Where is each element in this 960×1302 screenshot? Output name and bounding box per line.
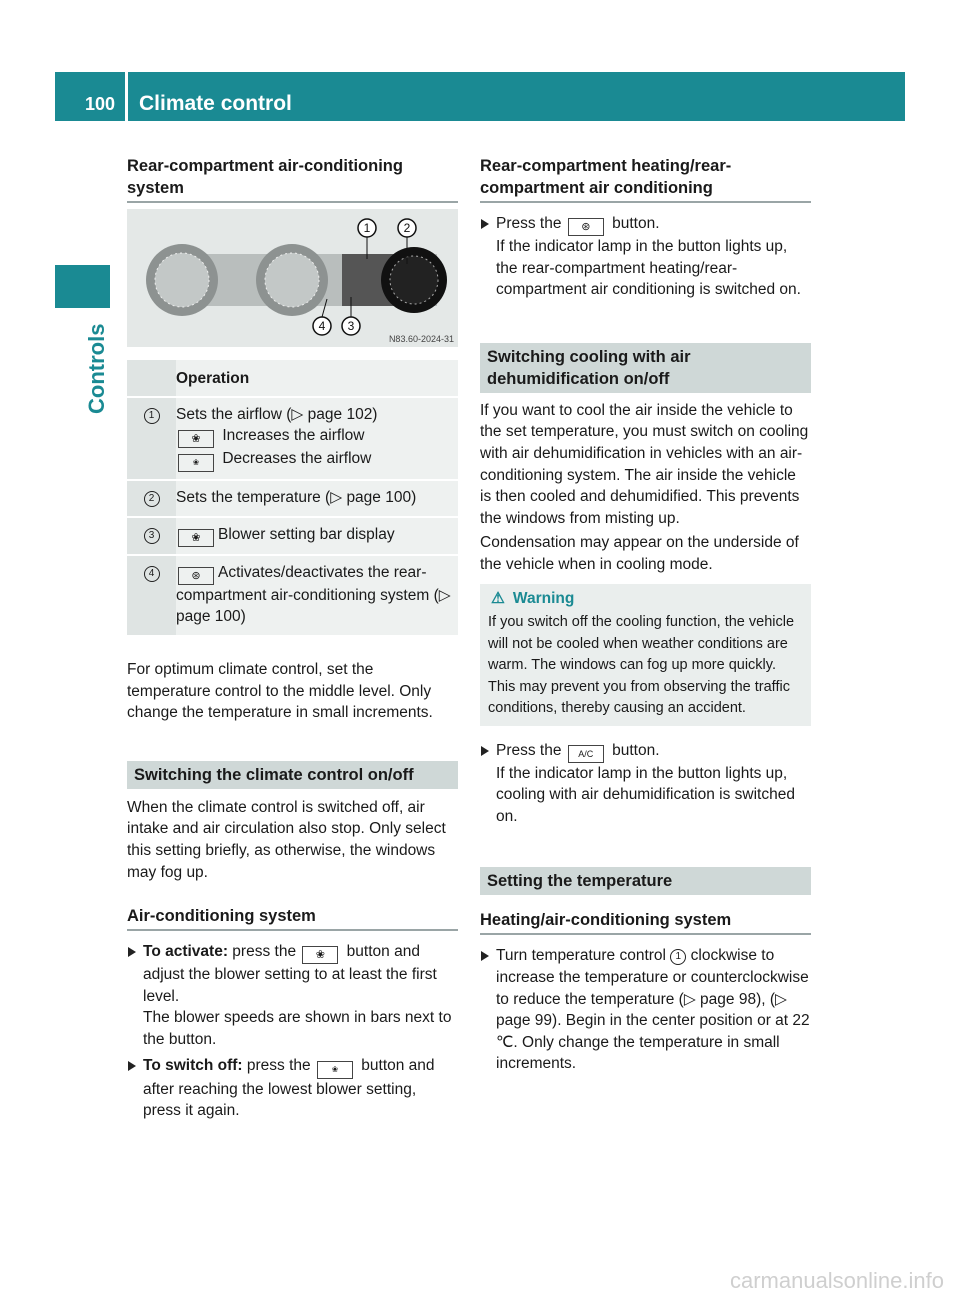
instruction-text: Turn temperature control [496, 947, 667, 965]
watermark: carmanualsonline.info [729, 1268, 944, 1293]
section-title-ac-system: Air-conditioning system [127, 905, 458, 931]
left-column [127, 155, 458, 203]
callout-4: 4 [318, 319, 326, 333]
ac-button-icon: A/C [568, 745, 604, 763]
row-number: 2 [144, 491, 160, 507]
section-title-heating-ac: Heating/air-conditioning system [480, 909, 811, 935]
instruction-result: If the indicator lamp in the button lights up, cooling with air dehumidification is switched on. [496, 764, 795, 825]
table-row [127, 517, 458, 555]
instruction-switch-off [127, 1055, 458, 1122]
paragraph: For optimum climate control, set the temperature control to the middle level. Only change the temperature in small increments. [127, 660, 433, 722]
table-row [127, 555, 458, 636]
row-text: Blower setting bar display [218, 525, 395, 543]
right-column [480, 155, 811, 1075]
section-title-cooling: Switching cooling with air dehumidification on/off [480, 343, 811, 393]
chapter-header [128, 72, 905, 121]
instruction-activate [127, 941, 458, 1050]
section-title-rear-ac: Rear-compartment air-conditioning system [127, 155, 458, 203]
instruction-text: Press the [496, 741, 562, 759]
instruction-label: To switch off: [143, 1056, 243, 1074]
fan-large-button-icon: ❀ [178, 430, 214, 448]
operation-table-wrap [127, 360, 458, 1122]
rear-ac-button-icon: ⊛ [178, 567, 214, 585]
section-title-climate-on-off: Switching the climate control on/off [127, 761, 458, 789]
operation-table [127, 360, 458, 637]
side-tab-label: Controls [84, 323, 109, 414]
instruction-text: button and adjust the blower setting to at least the first level. [143, 943, 437, 1005]
instruction-text: press the [228, 943, 297, 961]
table-row [127, 397, 458, 481]
page-number-box [55, 72, 125, 121]
paragraph: When the climate control is switched off, air intake and air circulation also stop. Only select this setting briefly, as otherwise, the windows may fog up. [127, 798, 446, 881]
side-tab-marker [55, 265, 110, 308]
row-subtext: Decreases the airflow [222, 450, 372, 468]
control-panel-figure [127, 209, 458, 347]
figure-code: N83.60-2024-31 [388, 334, 454, 344]
paragraph: Condensation may appear on the underside of the vehicle when in cooling mode. [480, 534, 799, 573]
section-title-temperature: Setting the temperature [480, 867, 811, 895]
fan-small-button-icon: ❀ [178, 454, 214, 472]
instruction-label: To activate: [143, 943, 228, 961]
instruction-text: button. [607, 741, 660, 759]
fan-large-button-icon: ❀ [302, 946, 338, 964]
instruction-ac [480, 740, 811, 828]
control-panel-illustration [127, 209, 458, 347]
paragraph: If you want to cool the air inside the vehicle to the set temperature, you must switch on cooling with air dehumidification in vehicles with an air-conditioning system. The air inside the vehicle is then cooled and dehumidified. This prevents the windows from misting up. [480, 401, 809, 527]
warning-title: Warning [512, 589, 575, 607]
warning-box [480, 584, 811, 726]
fan-large-button-icon: ❀ [178, 529, 214, 547]
callout-2: 2 [403, 221, 411, 235]
warning-triangle-icon: ⚠ [491, 589, 505, 607]
row-text: Sets the airflow (▷ page 102) [176, 405, 378, 423]
callout-number: 1 [670, 949, 686, 965]
callout-3: 3 [347, 319, 355, 333]
callout-1: 1 [363, 221, 371, 235]
row-subtext: Increases the airflow [222, 427, 365, 445]
section-title-rear-heating: Rear-compartment heating/rear-compartment air conditioning [480, 155, 811, 203]
fan-small-button-icon: ❀ [317, 1061, 353, 1079]
chapter-title: Climate control [139, 92, 292, 115]
warning-text: If you switch off the cooling function, the vehicle will not be cooled when weather conditions are warm. The windows can fog up more quickly. This may prevent you from observing the traffic conditions, thereby causing an accident. [488, 614, 795, 717]
page-number: 100 [84, 94, 115, 114]
table-row [127, 480, 458, 517]
instruction-text: Press the [496, 215, 562, 232]
instruction-result: If the indicator lamp in the button lights up, the rear-compartment heating/rear-compartment air conditioning is switched on. [496, 238, 801, 299]
instruction-text: button and after reaching the lowest blower setting, press it again. [143, 1056, 435, 1120]
table-header-row [127, 360, 458, 397]
instruction-rear-ac [480, 213, 811, 301]
row-number: 4 [144, 566, 160, 582]
instruction-text: button. [607, 215, 660, 232]
table-header-operation: Operation [176, 360, 458, 397]
instruction-text: clockwise to increase the temperature or counterclockwise to reduce the temperature (▷ page 98), (▷ page 99). Begin in the center position or at 22 ℃. Only change the temperature in small increments. [496, 947, 810, 1073]
instruction-temperature [480, 945, 811, 1075]
row-text: Sets the temperature (▷ page 100) [176, 480, 458, 517]
row-number: 1 [144, 408, 160, 424]
instruction-text: press the [242, 1056, 311, 1074]
row-text: Activates/deactivates the rear-compartment air-conditioning system (▷ page 100) [176, 563, 451, 626]
rear-ac-button-icon: ⊛ [568, 218, 604, 236]
row-number: 3 [144, 528, 160, 544]
instruction-result: The blower speeds are shown in bars next to the button. [143, 1009, 452, 1048]
